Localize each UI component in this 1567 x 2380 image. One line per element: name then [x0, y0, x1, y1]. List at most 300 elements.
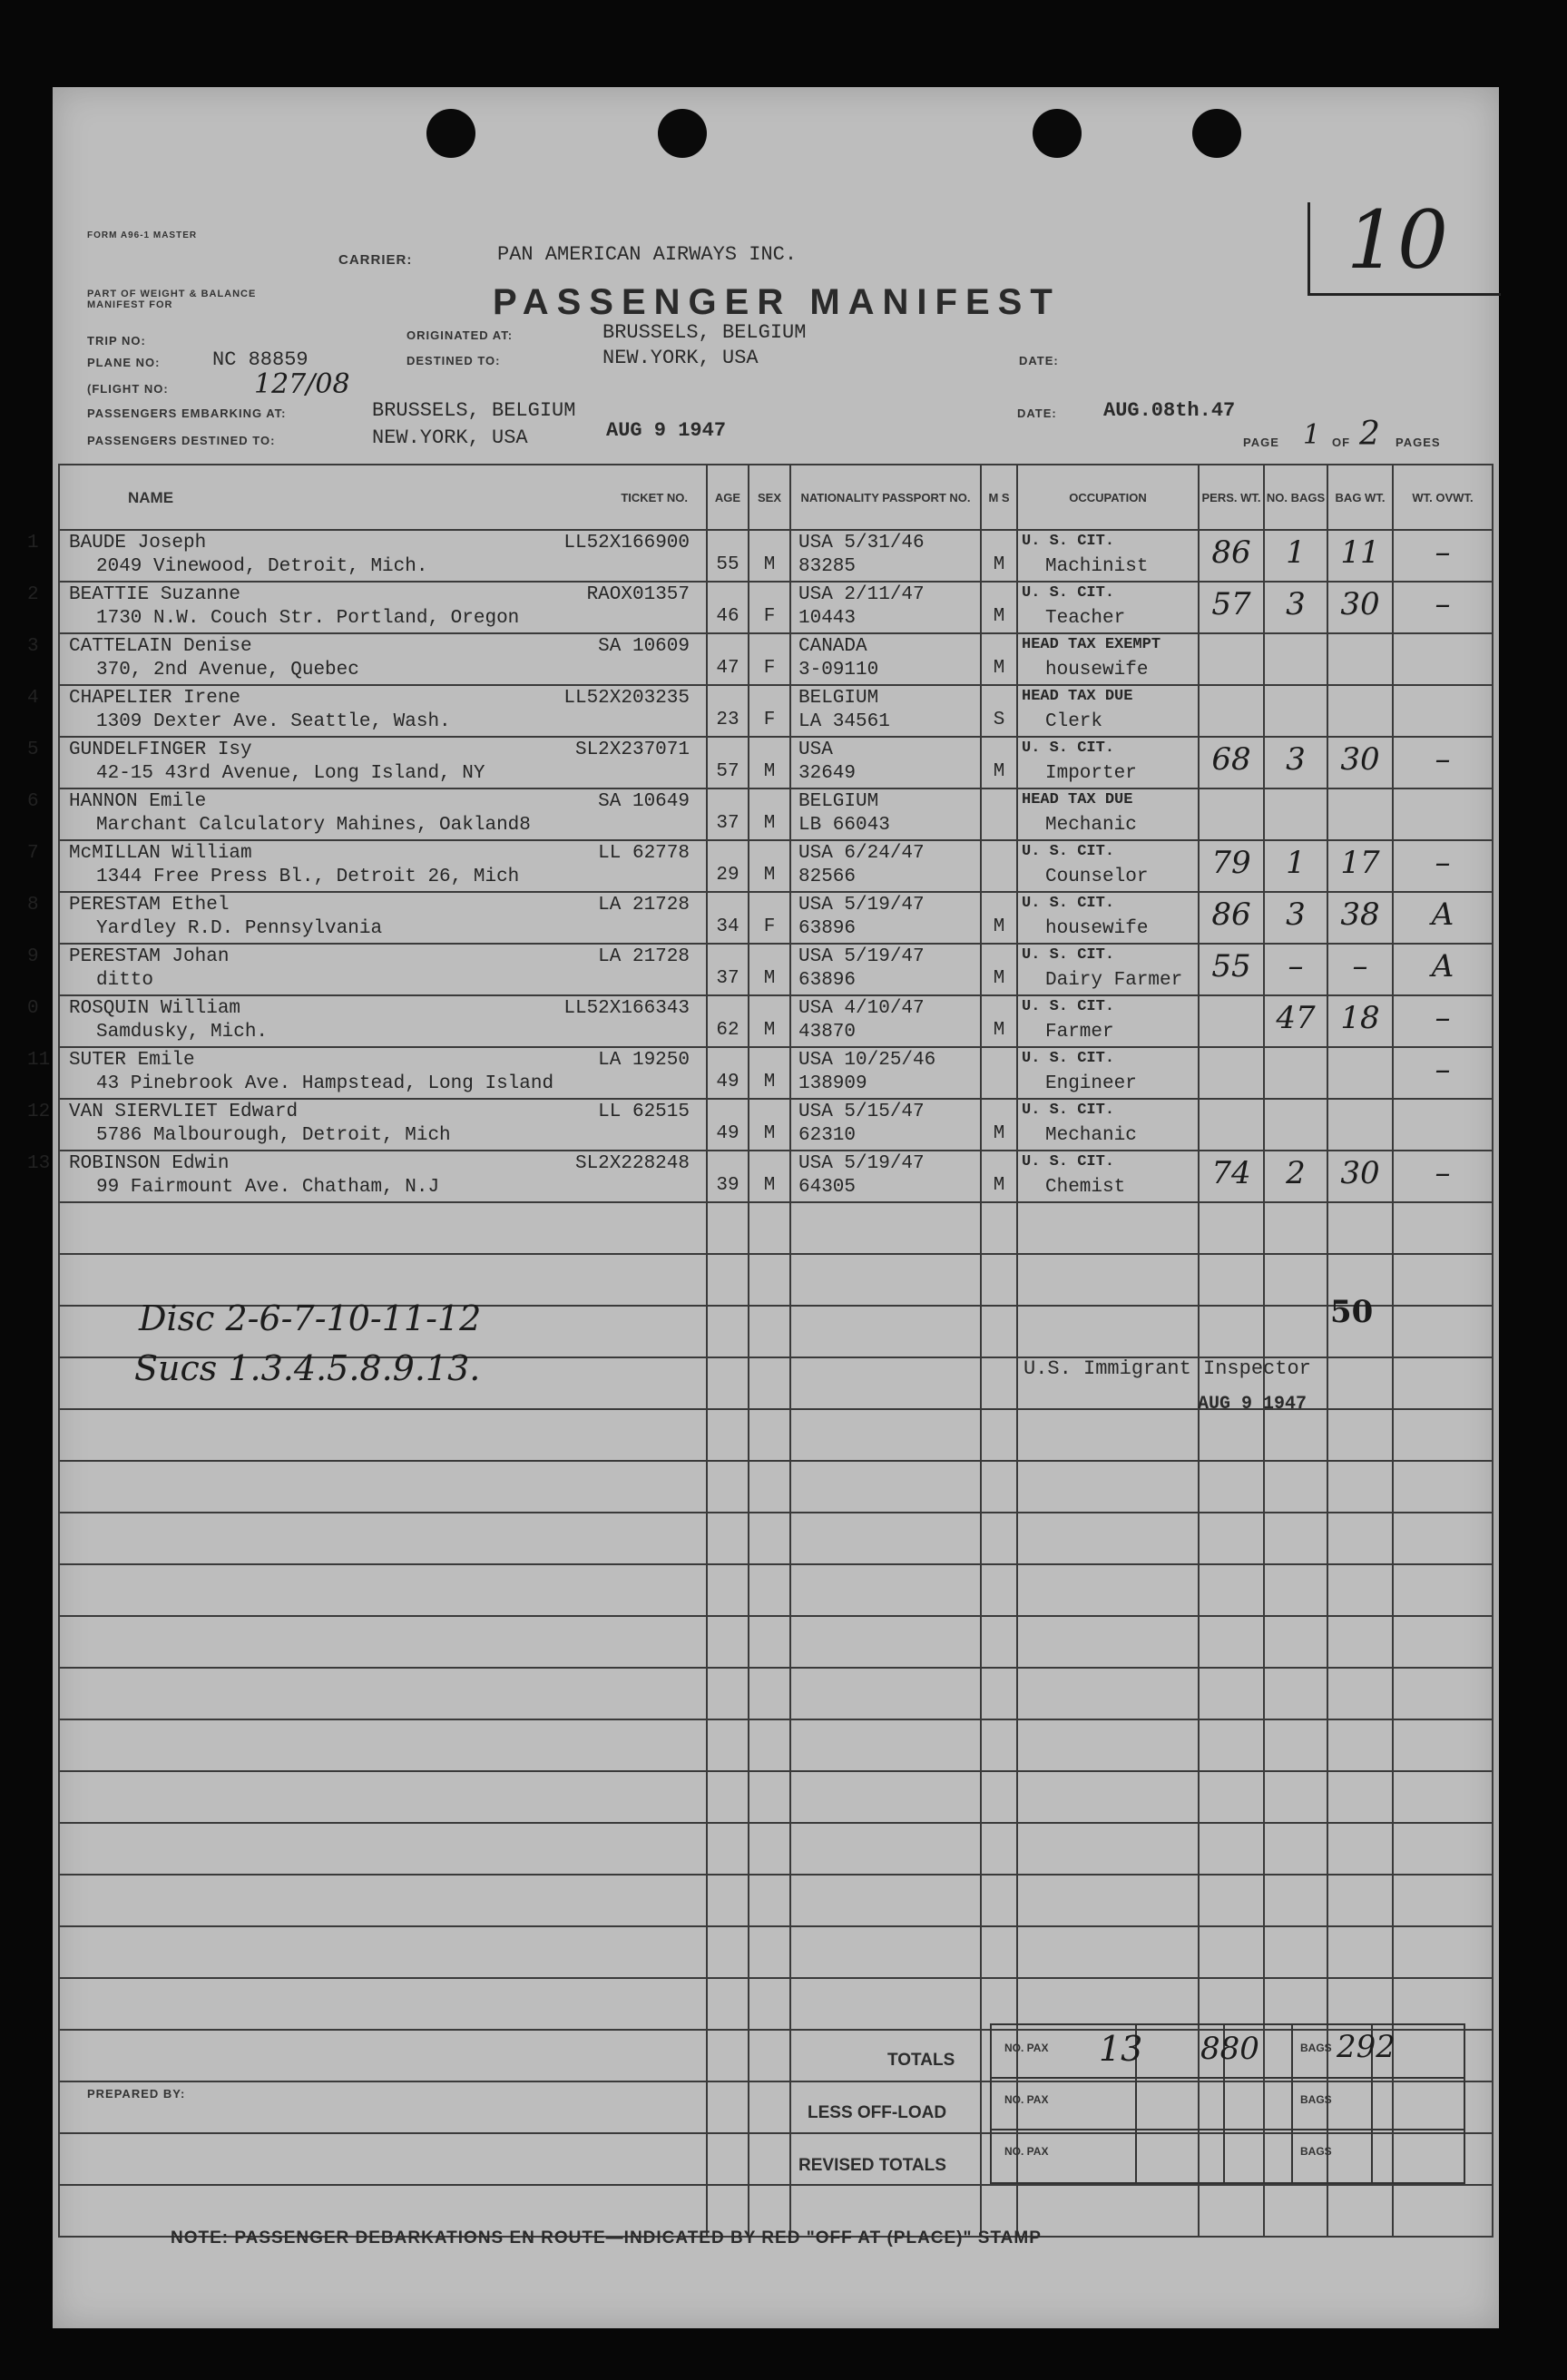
table-cell — [1017, 995, 1199, 1047]
table-cell — [59, 1616, 707, 1668]
table-cell — [1327, 892, 1393, 944]
table-cell — [790, 995, 981, 1047]
age: 49 — [716, 1123, 739, 1144]
table-cell — [981, 1047, 1017, 1099]
table-cell — [59, 1978, 707, 2030]
passenger-name: SUTER Emile — [69, 1050, 195, 1071]
table-cell — [749, 944, 790, 995]
embarking: BRUSSELS, BELGIUM — [372, 399, 576, 422]
table-cell — [1327, 1564, 1393, 1616]
table-cell — [1264, 1151, 1327, 1202]
marital-status: M — [993, 916, 1005, 937]
table-cell — [790, 1254, 981, 1306]
passenger-name: VAN SIERVLIET Edward — [69, 1102, 299, 1122]
date-label: DATE: — [1019, 354, 1059, 367]
table-cell — [749, 1151, 790, 1202]
table-cell — [749, 685, 790, 737]
table-cell — [707, 633, 749, 685]
no-pax-label: NO. PAX — [1004, 2145, 1049, 2158]
nationality: BELGIUM — [798, 791, 879, 812]
table-cell — [1199, 1616, 1264, 1668]
table-cell — [707, 1564, 749, 1616]
table-cell — [59, 1875, 707, 1926]
occupation-note: U. S. CIT. — [1022, 843, 1115, 860]
table-cell — [1017, 1151, 1199, 1202]
table-cell — [1199, 685, 1264, 737]
table-cell — [790, 1306, 981, 1357]
col-occupation: OCCUPATION — [1017, 465, 1199, 530]
passenger-address: Yardley R.D. Pennsylvania — [96, 918, 383, 939]
nationality: USA 5/31/46 — [798, 533, 925, 553]
table-cell — [1264, 1719, 1327, 1771]
table-cell — [790, 1616, 981, 1668]
table-cell — [981, 1926, 1017, 1978]
age: 39 — [716, 1175, 739, 1196]
table-row — [59, 788, 1493, 840]
col-ovwt: WT. OVWT. — [1393, 465, 1493, 530]
occupation-note: HEAD TAX EXEMPT — [1022, 636, 1161, 653]
marital-status: M — [993, 761, 1005, 782]
table-cell — [790, 1978, 981, 2030]
age: 47 — [716, 658, 739, 679]
date2-label: DATE: — [1017, 406, 1057, 420]
marital-status: M — [993, 1020, 1005, 1041]
table-cell — [981, 1875, 1017, 1926]
table-cell — [1199, 1099, 1264, 1151]
table-cell — [59, 1926, 707, 1978]
embarking-label: PASSENGERS EMBARKING AT: — [87, 406, 287, 420]
table-cell — [1199, 1719, 1264, 1771]
passenger-address: 370, 2nd Avenue, Quebec — [96, 660, 359, 681]
table-cell — [1393, 892, 1493, 944]
table-cell — [1017, 1978, 1199, 2030]
no-bags: – — [1288, 948, 1304, 984]
table-cell — [27, 840, 707, 892]
passenger-name: HANNON Emile — [69, 791, 207, 812]
table-cell — [707, 1047, 749, 1099]
table-cell — [707, 1875, 749, 1926]
table-cell — [1327, 530, 1393, 582]
passenger-name: BAUDE Joseph — [69, 533, 207, 553]
table-cell — [1393, 1719, 1493, 1771]
col-no-bags: NO. BAGS — [1264, 465, 1327, 530]
ticket-no: RAOX01357 — [586, 584, 690, 605]
age: 37 — [716, 968, 739, 989]
table-cell — [1327, 1926, 1393, 1978]
weight-total: 880 — [1200, 2031, 1259, 2067]
row-number: 13 — [27, 1153, 51, 1174]
table-cell — [1393, 1616, 1493, 1668]
table-cell — [1393, 1409, 1493, 1461]
table-cell — [981, 1461, 1017, 1513]
table-cell — [707, 1668, 749, 1719]
table-cell — [1327, 737, 1393, 788]
passport-no: 32649 — [798, 763, 857, 784]
table-cell — [1199, 788, 1264, 840]
sex: F — [763, 606, 776, 627]
table-row — [59, 995, 1493, 1047]
passenger-name: PERESTAM Ethel — [69, 895, 230, 916]
table-cell — [707, 892, 749, 944]
page-number-box — [1307, 193, 1501, 296]
table-cell — [707, 1357, 749, 1409]
age: 34 — [716, 916, 739, 937]
table-cell — [707, 582, 749, 633]
table-cell — [1264, 1306, 1327, 1357]
manifest-date: AUG.08th.47 — [1103, 399, 1236, 422]
ticket-no: LL 62515 — [598, 1102, 690, 1122]
table-row — [59, 1616, 1493, 1668]
table-cell — [1199, 1926, 1264, 1978]
table-cell — [707, 1306, 749, 1357]
table-cell — [1199, 1875, 1264, 1926]
table-cell — [1017, 892, 1199, 944]
table-cell — [981, 944, 1017, 995]
ticket-no: LL52X166343 — [563, 998, 690, 1019]
less-offload-label: LESS OFF-LOAD — [808, 2103, 947, 2122]
pages-label: PAGES — [1396, 436, 1441, 449]
table-cell — [1199, 633, 1264, 685]
pers-weight: 55 — [1211, 948, 1251, 984]
occupation: housewife — [1045, 660, 1149, 681]
passenger-address: 99 Fairmount Ave. Chatham, N.J — [96, 1177, 440, 1198]
pers-weight: 68 — [1211, 741, 1251, 778]
table-cell — [1327, 1668, 1393, 1719]
table-cell — [1393, 1151, 1493, 1202]
table-row — [59, 1202, 1493, 1254]
bag-weight: 30 — [1340, 586, 1380, 622]
table-cell — [749, 2030, 790, 2081]
table-cell — [1264, 840, 1327, 892]
table-cell — [981, 1202, 1017, 1254]
occupation: Mechanic — [1045, 815, 1137, 836]
overweight: – — [1435, 845, 1451, 881]
table-cell — [790, 788, 981, 840]
table-cell — [790, 1409, 981, 1461]
table-cell — [790, 1513, 981, 1564]
occupation: Importer — [1045, 763, 1137, 784]
bag-weight: – — [1352, 948, 1368, 984]
punch-hole — [658, 109, 707, 158]
passport-no: 138909 — [798, 1073, 867, 1094]
sex: M — [763, 1175, 776, 1196]
bag-weight: 30 — [1340, 1155, 1380, 1191]
marital-status: S — [993, 710, 1005, 730]
table-cell — [790, 1719, 981, 1771]
table-cell — [981, 840, 1017, 892]
table-cell — [790, 1875, 981, 1926]
table-cell — [790, 582, 981, 633]
table-cell — [707, 944, 749, 995]
ticket-no: LA 21728 — [598, 946, 690, 967]
row-number: 12 — [27, 1102, 51, 1122]
no-bags: 3 — [1286, 741, 1306, 778]
sex: M — [763, 813, 776, 834]
occupation-note: HEAD TAX DUE — [1022, 688, 1133, 705]
table-row — [59, 1461, 1493, 1513]
table-cell — [790, 685, 981, 737]
no-bags: 47 — [1276, 1000, 1316, 1036]
table-row — [59, 1047, 1493, 1099]
table-cell — [1327, 582, 1393, 633]
table-cell — [749, 1926, 790, 1978]
col-sex: SEX — [749, 465, 790, 530]
table-cell — [981, 1357, 1017, 1409]
table-cell — [1017, 1926, 1199, 1978]
table-cell — [1199, 1151, 1264, 1202]
table-cell — [1327, 840, 1393, 892]
passenger-address: 1344 Free Press Bl., Detroit 26, Mich — [96, 867, 520, 887]
table-cell — [1393, 1202, 1493, 1254]
ticket-no: LA 21728 — [598, 895, 690, 916]
table-row — [59, 1771, 1493, 1823]
totals-box — [990, 2023, 1465, 2184]
table-cell — [1199, 1823, 1264, 1875]
passenger-name: PERESTAM Johan — [69, 946, 230, 967]
sex: F — [763, 916, 776, 937]
row-number: 2 — [27, 584, 39, 605]
table-cell — [707, 1099, 749, 1151]
table-cell — [1017, 582, 1199, 633]
table-cell — [1393, 1668, 1493, 1719]
ticket-no: SA 10609 — [598, 636, 690, 657]
table-cell — [1327, 1357, 1393, 1409]
table-cell — [707, 1151, 749, 1202]
table-cell — [1017, 944, 1199, 995]
table-cell — [981, 737, 1017, 788]
bags-label: BAGS — [1300, 2093, 1332, 2106]
table-cell — [1017, 1513, 1199, 1564]
row-number: 11 — [27, 1050, 51, 1071]
passport-no: LB 66043 — [798, 815, 890, 836]
overweight: – — [1435, 1052, 1451, 1088]
table-cell — [981, 1978, 1017, 2030]
nationality: USA 5/19/47 — [798, 946, 925, 967]
table-cell — [1017, 685, 1199, 737]
table-cell — [1199, 1461, 1264, 1513]
table-cell — [1264, 1254, 1327, 1306]
occupation: Engineer — [1045, 1073, 1137, 1094]
no-pax-label: NO. PAX — [1004, 2093, 1049, 2106]
passenger-address: 1309 Dexter Ave. Seattle, Wash. — [96, 711, 451, 732]
table-cell — [749, 892, 790, 944]
table-cell — [707, 1513, 749, 1564]
table-row — [59, 840, 1493, 892]
passport-no: 62310 — [798, 1125, 857, 1146]
table-row — [59, 582, 1493, 633]
table-cell — [1327, 944, 1393, 995]
table-cell — [1327, 1616, 1393, 1668]
table-cell — [1017, 1668, 1199, 1719]
table-cell — [1393, 788, 1493, 840]
table-cell — [1264, 1926, 1327, 1978]
table-cell — [707, 2081, 749, 2133]
table-cell — [1264, 633, 1327, 685]
table-cell — [1264, 892, 1327, 944]
row-number: 3 — [27, 636, 39, 657]
table-cell — [749, 1357, 790, 1409]
passport-no: 64305 — [798, 1177, 857, 1198]
table-cell — [790, 1047, 981, 1099]
inspector-stamp: U.S. Immigrant Inspector — [1023, 1357, 1311, 1380]
col-nationality: NATIONALITY PASSPORT NO. — [790, 465, 981, 530]
table-cell — [1327, 1461, 1393, 1513]
table-cell — [1393, 633, 1493, 685]
table-cell — [27, 892, 707, 944]
row-number: 4 — [27, 688, 39, 709]
table-cell — [749, 1564, 790, 1616]
overweight: – — [1435, 1000, 1451, 1036]
table-cell — [1017, 633, 1199, 685]
table-cell — [1327, 2185, 1393, 2237]
table-cell — [1393, 1047, 1493, 1099]
table-cell — [981, 1254, 1017, 1306]
table-cell — [749, 1254, 790, 1306]
table-cell — [749, 1616, 790, 1668]
table-cell — [1017, 530, 1199, 582]
table-cell — [981, 1099, 1017, 1151]
overweight: – — [1435, 586, 1451, 622]
table-cell — [1327, 1978, 1393, 2030]
table-row — [59, 1099, 1493, 1151]
age: 49 — [716, 1072, 739, 1092]
no-bags: 1 — [1286, 845, 1306, 881]
table-row — [59, 1823, 1493, 1875]
row-number: 9 — [27, 946, 39, 967]
ticket-no: LL52X166900 — [563, 533, 690, 553]
table-cell — [981, 1616, 1017, 1668]
table-cell — [27, 737, 707, 788]
pers-weight: 57 — [1211, 586, 1251, 622]
table-cell — [27, 1099, 707, 1151]
occupation: Counselor — [1045, 867, 1149, 887]
table-cell — [749, 1719, 790, 1771]
table-cell — [1327, 1409, 1393, 1461]
destined-to-label: PASSENGERS DESTINED TO: — [87, 434, 276, 447]
nationality: USA 2/11/47 — [798, 584, 925, 605]
plane-no: NC 88859 — [212, 348, 309, 371]
table-row — [59, 530, 1493, 582]
originated: BRUSSELS, BELGIUM — [602, 321, 807, 344]
table-cell — [749, 1875, 790, 1926]
marital-status: M — [993, 968, 1005, 989]
table-cell — [981, 1513, 1017, 1564]
passenger-address: 43 Pinebrook Ave. Hampstead, Long Island — [96, 1073, 554, 1094]
table-cell — [1393, 1926, 1493, 1978]
disc-annotation: Disc 2-6-7-10-11-12 — [139, 1298, 482, 1338]
sex: F — [763, 658, 776, 679]
col-name: NAME TICKET NO. — [59, 465, 707, 530]
overweight: – — [1435, 534, 1451, 571]
inspector-date: AUG 9 1947 — [1198, 1394, 1307, 1415]
table-cell — [749, 2133, 790, 2185]
table-cell — [59, 2133, 707, 2185]
table-cell — [1393, 1099, 1493, 1151]
table-cell — [1327, 1719, 1393, 1771]
table-cell — [1199, 1513, 1264, 1564]
table-cell — [749, 633, 790, 685]
table-cell — [1199, 530, 1264, 582]
table-cell — [790, 1564, 981, 1616]
table-row — [59, 685, 1493, 737]
overweight: – — [1435, 741, 1451, 778]
row-number: 6 — [27, 791, 39, 812]
no-bags: 2 — [1286, 1155, 1306, 1191]
corner-number: 10 — [1347, 193, 1448, 287]
table-row — [59, 737, 1493, 788]
manifest-title: PASSENGER MANIFEST — [493, 282, 1061, 322]
table-cell — [749, 1099, 790, 1151]
table-cell — [1017, 1461, 1199, 1513]
table-cell — [1264, 685, 1327, 737]
table-cell — [1264, 1823, 1327, 1875]
table-cell — [790, 1926, 981, 1978]
table-cell — [749, 1306, 790, 1357]
nationality: USA 5/19/47 — [798, 1153, 925, 1174]
passport-no: 10443 — [798, 608, 857, 629]
table-cell — [1017, 1409, 1199, 1461]
table-cell — [1199, 1978, 1264, 2030]
table-cell — [1017, 1202, 1199, 1254]
table-cell — [1264, 1513, 1327, 1564]
table-cell — [27, 633, 707, 685]
table-cell — [707, 530, 749, 582]
table-cell — [749, 1771, 790, 1823]
originated-label: ORIGINATED AT: — [406, 328, 514, 342]
no-pax-total: 13 — [1099, 2029, 1143, 2069]
bags-total: 292 — [1337, 2029, 1396, 2065]
table-cell — [707, 788, 749, 840]
table-cell — [749, 530, 790, 582]
table-cell — [59, 1668, 707, 1719]
marital-status: M — [993, 554, 1005, 575]
table-cell — [1017, 1047, 1199, 1099]
form-number: FORM A96-1 MASTER — [87, 230, 198, 240]
table-cell — [1393, 1978, 1493, 2030]
occupation-note: U. S. CIT. — [1022, 1102, 1115, 1119]
nationality: BELGIUM — [798, 688, 879, 709]
bag-weight: 38 — [1340, 896, 1380, 933]
table-cell — [59, 1409, 707, 1461]
table-cell — [1017, 1771, 1199, 1823]
no-bags: 3 — [1286, 586, 1306, 622]
nationality: CANADA — [798, 636, 867, 657]
table-cell — [1199, 582, 1264, 633]
table-cell — [1264, 995, 1327, 1047]
table-cell — [749, 788, 790, 840]
table-cell — [790, 892, 981, 944]
occupation: Teacher — [1045, 608, 1126, 629]
table-cell — [981, 1564, 1017, 1616]
table-cell — [1264, 1771, 1327, 1823]
table-cell — [1017, 1875, 1199, 1926]
passport-no: 43870 — [798, 1022, 857, 1043]
occupation-note: U. S. CIT. — [1022, 895, 1115, 912]
table-cell — [1264, 2185, 1327, 2237]
bags-label: BAGS — [1300, 2145, 1332, 2158]
pers-weight: 86 — [1211, 896, 1251, 933]
table-cell — [1393, 1513, 1493, 1564]
table-cell — [749, 995, 790, 1047]
table-row — [59, 1978, 1493, 2030]
pers-weight: 74 — [1211, 1155, 1251, 1191]
table-cell — [981, 892, 1017, 944]
sex: M — [763, 761, 776, 782]
table-cell — [1327, 1099, 1393, 1151]
table-cell — [749, 1668, 790, 1719]
table-row — [59, 1564, 1493, 1616]
table-cell — [790, 1357, 981, 1409]
